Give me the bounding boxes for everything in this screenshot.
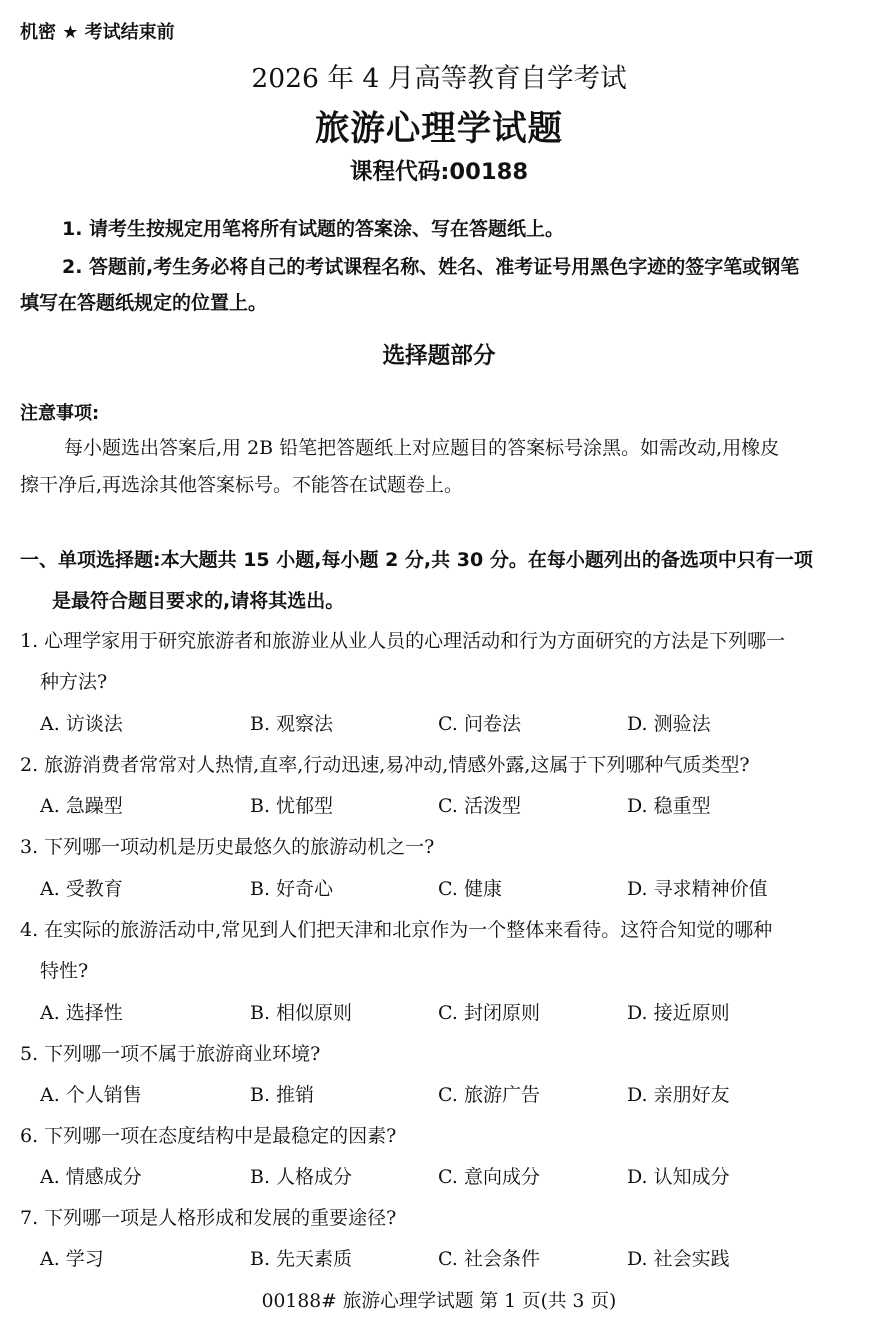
course-code: 课程代码:00188 [349,159,529,185]
question-1: 1. 心理学家用于研究旅游者和旅游业从业人员的心理活动和行为方面研究的方法是下列哪一 [20,630,786,652]
q1-option-b: B. 观察法 [250,713,334,735]
q4-option-b: B. 相似原则 [250,1002,353,1024]
q2-option-c: C. 活泼型 [438,795,521,817]
q5-option-b: B. 推销 [250,1084,315,1106]
q7-option-c: C. 社会条件 [438,1248,540,1270]
question-6: 6. 下列哪一项在态度结构中是最稳定的因素? [20,1125,397,1147]
q6-option-d: D. 认知成分 [627,1166,730,1188]
q3-option-b: B. 好奇心 [250,878,334,900]
q3-option-a: A. 受教育 [40,878,123,900]
q1-option-a: A. 访谈法 [40,713,123,735]
section-title: 选择题部分 [382,343,496,369]
q2-option-b: B. 忧郁型 [250,795,334,817]
q1-option-d: D. 测验法 [627,713,711,735]
q3-option-c: C. 健康 [438,878,502,900]
q6-option-b: B. 人格成分 [250,1166,353,1188]
q2-option-d: D. 稳重型 [627,795,711,817]
q4-option-c: C. 封闭原则 [438,1002,540,1024]
q7-option-b: B. 先天素质 [250,1248,353,1270]
q5-option-a: A. 个人销售 [40,1084,142,1106]
q6-option-a: A. 情感成分 [40,1166,142,1188]
page-footer: 00188# 旅游心理学试题 第 1 页(共 3 页) [261,1291,617,1312]
q3-option-d: D. 寻求精神价值 [627,878,768,900]
q7-option-a: A. 学习 [40,1248,104,1270]
subject-title: 旅游心理学试题 [314,109,564,149]
question-2: 2. 旅游消费者常常对人热情,直率,行动迅速,易冲动,情感外露,这属于下列哪种气质类型? [20,754,750,776]
question-4: 4. 在实际的旅游活动中,常见到人们把天津和北京作为一个整体来看待。这符合知觉的哪种 [20,919,773,941]
instruction-2-line1: 2. 答题前,考生务必将自己的考试课程名称、姓名、准考证号用黑色字迹的签字笔或钢笔 [62,256,800,278]
instruction-2-line2: 填写在答题纸规定的位置上。 [20,292,268,314]
question-3: 3. 下列哪一项动机是历史最悠久的旅游动机之一? [20,836,435,858]
notes-line-1: 每小题选出答案后,用 2B 铅笔把答题纸上对应题目的答案标号涂黑。如需改动,用橡皮 [64,437,780,459]
question-5: 5. 下列哪一项不属于旅游商业环境? [20,1043,321,1065]
exam-session-title: 2026 年 4 月高等教育自学考试 [251,63,627,94]
q4-option-d: D. 接近原则 [627,1002,730,1024]
part1-heading-line1: 一、单项选择题:本大题共 15 小题,每小题 2 分,共 30 分。在每小题列出的备选项中只有一项 [20,549,813,571]
part1-heading-line2: 是最符合题目要求的,请将其选出。 [52,590,345,612]
q6-option-c: C. 意向成分 [438,1166,540,1188]
instruction-1: 1. 请考生按规定用笔将所有试题的答案涂、写在答题纸上。 [62,218,565,240]
q4-option-a: A. 选择性 [40,1002,123,1024]
q2-option-a: A. 急躁型 [40,795,123,817]
q5-option-c: C. 旅游广告 [438,1084,540,1106]
q5-option-d: D. 亲朋好友 [627,1084,730,1106]
q1-option-c: C. 问卷法 [438,713,521,735]
question-1-cont: 种方法? [40,671,108,693]
question-4-cont: 特性? [40,960,89,982]
notes-heading: 注意事项: [20,403,100,424]
q7-option-d: D. 社会实践 [627,1248,730,1270]
question-7: 7. 下列哪一项是人格形成和发展的重要途径? [20,1207,397,1229]
notes-line-2: 擦干净后,再选涂其他答案标号。不能答在试题卷上。 [20,474,464,496]
confidential-label: 机密 ★ 考试结束前 [20,22,175,43]
